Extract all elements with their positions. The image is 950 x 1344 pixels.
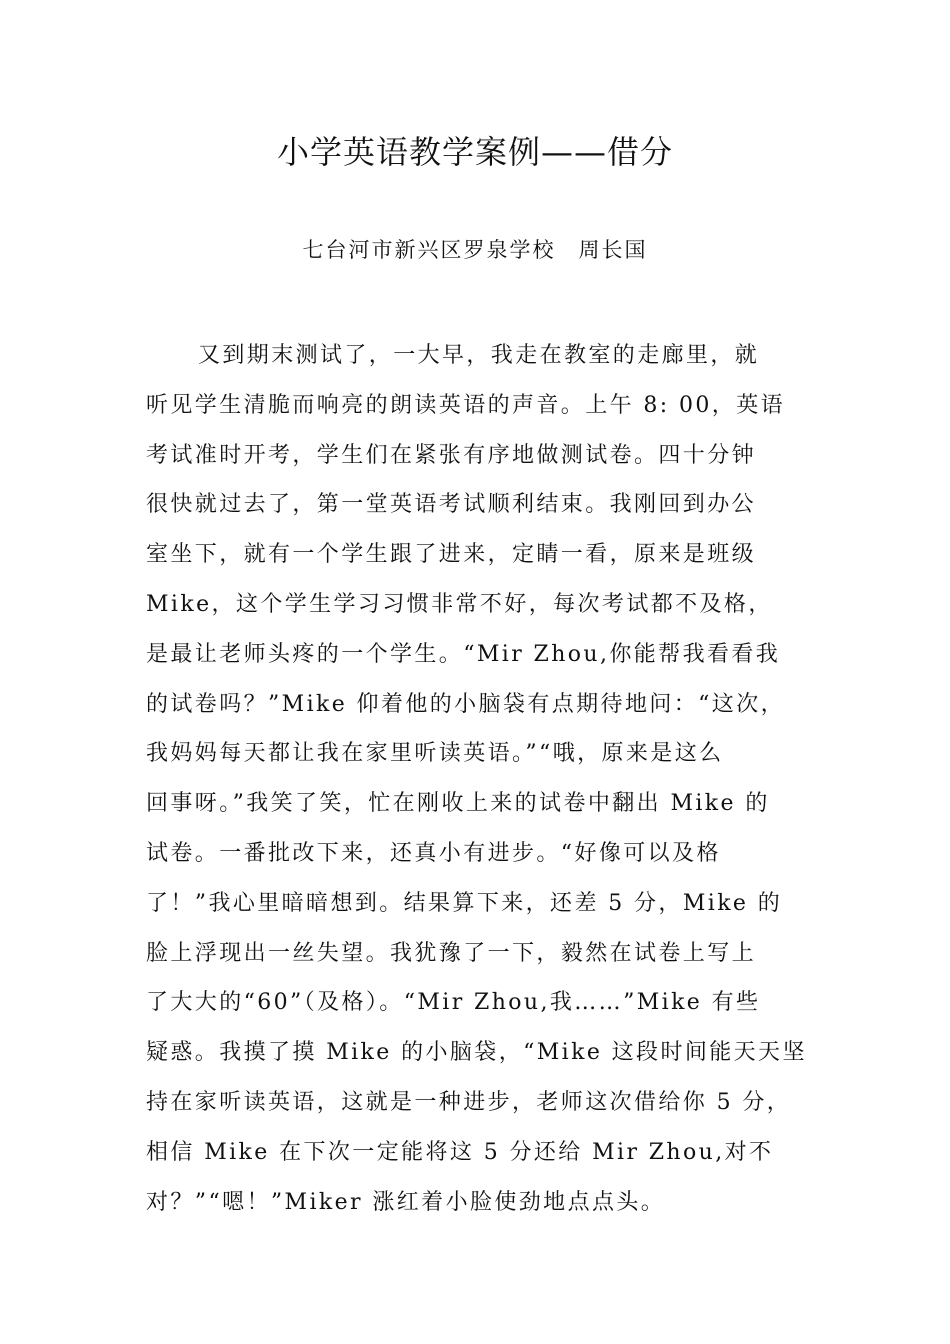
- paragraph-line: 疑惑。我摸了摸 Mike 的小脑袋，“Mike 这段时间能天天坚: [146, 1040, 807, 1066]
- paragraph-line: 考试准时开考，学生们在紧张有序地做测试卷。四十分钟: [146, 442, 757, 468]
- paragraph-line: 持在家听读英语，这就是一种进步，老师这次借给你 5 分，: [146, 1089, 792, 1115]
- paragraph-line: 了大大的“60”（及格）。“Mir Zhou,我……”Mike 有些: [146, 990, 761, 1016]
- paragraph-line: 又到期末测试了，一大早，我走在教室的走廊里，就: [198, 343, 760, 368]
- paragraph-line: 相信 Mike 在下次一定能将这 5 分还给 Mir Zhou,对不: [146, 1139, 774, 1165]
- paragraph-line: 了！”我心里暗暗想到。结果算下来，还差 5 分，Mike 的: [146, 890, 783, 916]
- paragraph-line: 脸上浮现出一丝失望。我犹豫了一下，毅然在试卷上写上: [146, 940, 757, 966]
- paragraph-line: Mike，这个学生学习习惯非常不好，每次考试都不及格，: [146, 591, 773, 617]
- document-title: 小学英语教学案例——借分: [276, 133, 673, 171]
- paragraph-line: 室坐下，就有一个学生跟了进来，定睛一看，原来是班级: [146, 542, 757, 568]
- paragraph-line: 回事呀。”我笑了笑，忙在刚收上来的试卷中翻出 Mike 的: [146, 791, 770, 817]
- author-byline: 七台河市新兴区罗泉学校 周长国: [302, 238, 648, 262]
- paragraph-line: 是最让老师头疼的一个学生。“Mir Zhou,你能帮我看看我: [146, 641, 781, 667]
- paragraph-line: 的试卷吗？”Mike 仰着他的小脑袋有点期待地问：“这次，: [146, 691, 786, 717]
- paragraph-line: 对？”“嗯！”Miker 涨红着小脸使劲地点点头。: [146, 1189, 666, 1215]
- body-paragraph: [146, 331, 812, 1227]
- paragraph-line: 我妈妈每天都让我在家里听读英语。”“哦，原来是这么: [146, 741, 724, 767]
- paragraph-line: 听见学生清脆而响亮的朗读英语的声音。上午 8: 00，英语: [146, 392, 785, 418]
- paragraph-line: 试卷。一番批改下来，还真小有进步。“好像可以及格: [146, 840, 721, 866]
- paragraph-line: 很快就过去了，第一堂英语考试顺利结束。我刚回到办公: [146, 492, 757, 518]
